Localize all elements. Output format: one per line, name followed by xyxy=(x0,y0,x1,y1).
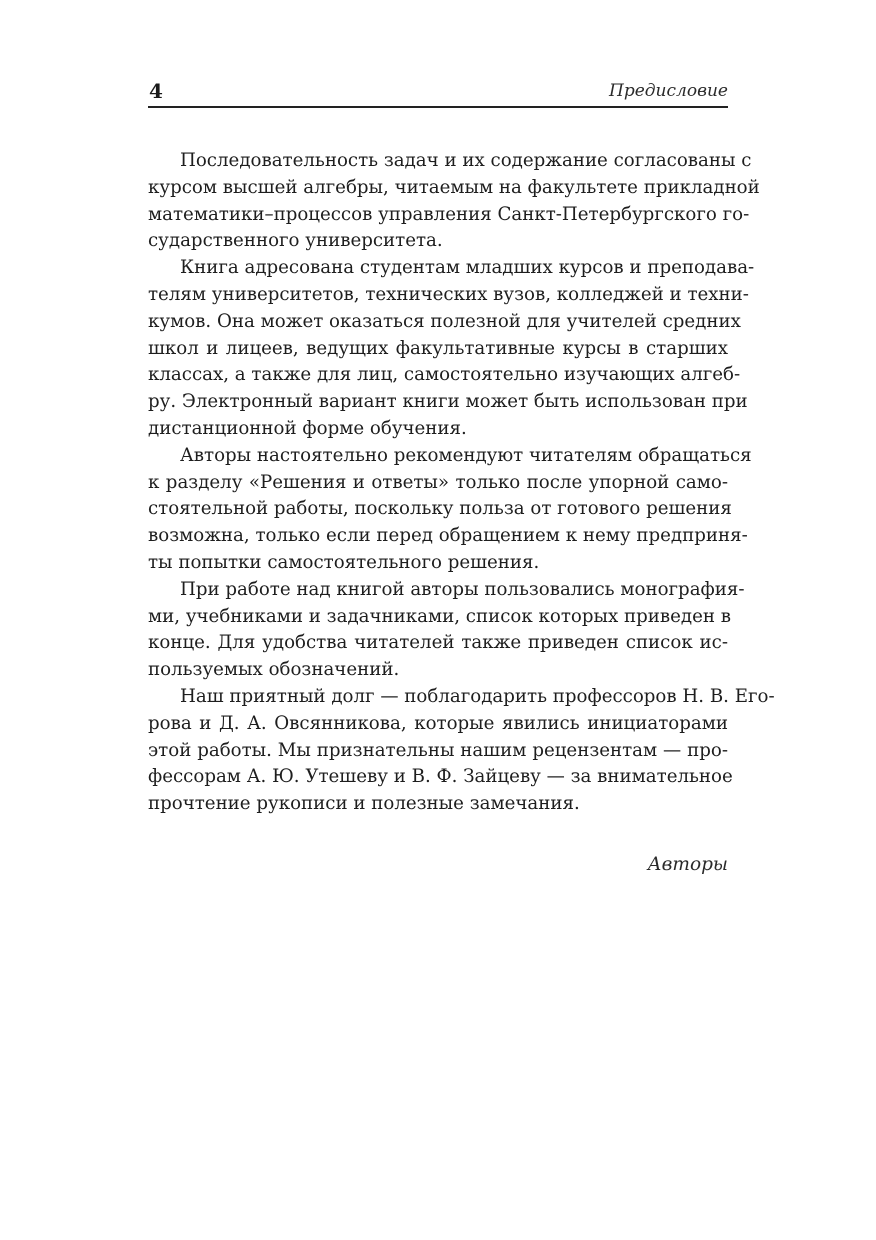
text-line: фессорам А. Ю. Утешеву и В. Ф. Зайцеву — за внимательное xyxy=(148,766,733,788)
paragraph xyxy=(148,684,775,818)
paragraph xyxy=(148,443,752,577)
text-line: возможна, только если перед обращением к нему предприня- xyxy=(148,525,748,547)
text-line: Последовательность задач и их содержание согласованы с xyxy=(180,150,752,171)
text-line: рова и Д. А. Овсянникова, которые явились инициаторами xyxy=(148,712,728,734)
text-line: школ и лицеев, ведущих факультативные курсы в старших xyxy=(148,337,728,359)
text-line: конце. Для удобства читателей также приведен список ис- xyxy=(148,632,728,654)
text-line: ру. Электронный вариант книги может быть использован при xyxy=(148,391,748,413)
body-text xyxy=(148,148,775,818)
text-line: пользуемых обозначений. xyxy=(148,659,400,681)
text-line: сударственного университета. xyxy=(148,230,443,252)
text-line: ты попытки самостоятельного решения. xyxy=(148,551,540,573)
text-line: Наш приятный долг — поблагодарить профессоров Н. В. Его- xyxy=(180,685,775,707)
text-line: математики–процессов управления Санкт-Петербургского го- xyxy=(148,203,750,225)
paragraph xyxy=(148,255,755,443)
signature: Авторы xyxy=(647,854,728,875)
text-line: к разделу «Решения и ответы» только после упорной само- xyxy=(148,471,728,493)
paragraph xyxy=(148,148,760,255)
text-line: стоятельной работы, поскольку польза от готового решения xyxy=(148,498,732,520)
page-number: 4 xyxy=(149,79,163,103)
text-line: прочтение рукописи и полезные замечания. xyxy=(148,793,580,815)
text-line: телям университетов, технических вузов, колледжей и техни- xyxy=(148,283,749,305)
text-line: дистанционной форме обучения. xyxy=(148,417,467,439)
text-line: Авторы настоятельно рекомендуют читателям обращаться xyxy=(180,444,752,466)
text-line: ми, учебниками и задачниками, список которых приведен в xyxy=(148,605,731,627)
text-line: Книга адресована студентам младших курсов и преподава- xyxy=(180,257,755,279)
text-line: курсом высшей алгебры, читаемым на факультете прикладной xyxy=(148,176,760,198)
paragraph xyxy=(148,577,745,684)
text-line: При работе над книгой авторы пользовались монография- xyxy=(180,578,745,600)
text-line: этой работы. Мы признательны нашим рецензентам — про- xyxy=(148,739,728,761)
section-title: Предисловие xyxy=(609,81,728,101)
running-header xyxy=(148,74,728,108)
text-line: кумов. Она может оказаться полезной для учителей средних xyxy=(148,310,741,332)
text-line: классах, а также для лиц, самостоятельно изучающих алгеб- xyxy=(148,364,741,386)
